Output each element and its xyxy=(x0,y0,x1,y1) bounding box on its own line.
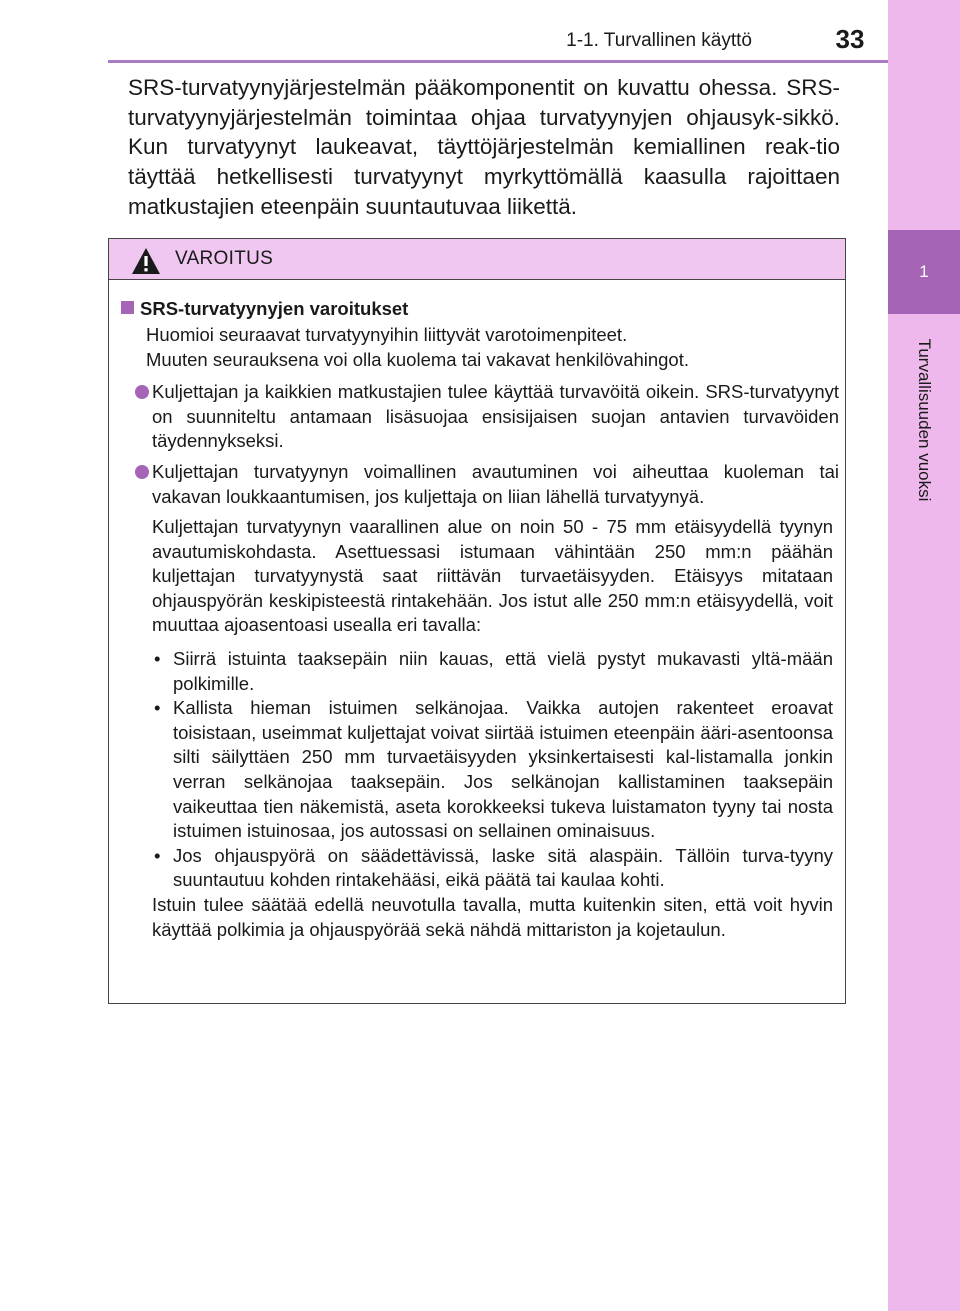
warning-label: VAROITUS xyxy=(175,248,274,269)
chapter-number: 1 xyxy=(919,262,929,281)
list-item xyxy=(152,647,833,696)
page-number: 33 xyxy=(835,24,865,54)
list-item xyxy=(152,696,833,844)
chapter-side-band xyxy=(888,0,960,1311)
purple-dot-icon xyxy=(135,385,149,399)
warning-bullet-1-text: Kuljettajan ja kaikkien matkustajien tulee käyttää turvavöitä oikein. SRS-turvatyynyt on suunniteltu antamaan lisäsuojaa ensisijaisen suojan antavien turvavöiden täydennykseksi. xyxy=(152,381,839,452)
warning-triangle-icon xyxy=(131,247,161,275)
list-item-text: Kallista hieman istuimen selkänojaa. Vaikka autojen rakenteet eroavat toisistaan, useimmat kuljettajat voivat siirtää istuimen eteenpäin ääri-asentoonsa silti säilyttäen 250 mm turvaetäisyyden yksinkertaisesti kal-listamalla jonkin verran selkänojaa taaksepäin. Jos selkänojan kallistaminen taaksepäin vaikeuttaa tien näkemistä, aseta korokkeeksi tukeva luistamaton tyyny tai nosta istuimen istuinosaa, jos autossasi on sellainen ominaisuus. xyxy=(173,697,833,842)
warning-paragraph-2: Istuin tulee säätää edellä neuvotulla tavalla, mutta kuitenkin siten, että voit hyvin käyttää polkimia ja ohjauspyörää sekä nähdä mittariston ja kojetaulun. xyxy=(152,893,833,940)
list-item-text: Siirrä istuinta taaksepäin niin kauas, että vielä pystyt mukavasti yltä-mään polkimille. xyxy=(173,648,833,694)
chapter-tab xyxy=(888,230,960,314)
warning-box xyxy=(108,238,846,1004)
list-item xyxy=(152,844,833,893)
purple-square-icon xyxy=(121,301,134,314)
warning-intro-line-2: Muuten seurauksena voi olla kuolema tai vakavat henkilövahingot. xyxy=(146,349,689,370)
intro-paragraph: SRS-turvatyynyjärjestelmän pääkomponentit on kuvattu ohessa. SRS-turvatyynyjärjestelmän toimintaa ohjaa turvatyynyjen ohjausyk-sikkö. Kun turvatyynyt laukeavat, täyttöjärjestelmän kemiallinen reak-tio täyttää hetkellisesti turvatyynyt myrkyttömällä kaasulla rajoittaen matkustajien eteenpäin suuntautuvaa liikettä. xyxy=(128,75,840,219)
list-item-text: Jos ohjauspyörä on säädettävissä, laske sitä alaspäin. Tällöin turva-tyyny suuntautuu kohden rintakehääsi, eikä päätä tai kaulaa kohti. xyxy=(173,844,833,891)
list-bullet-mark: • xyxy=(154,697,161,719)
warning-bullet-2-text: Kuljettajan turvatyynyn voimallinen avautuminen voi aiheuttaa kuoleman tai vakavan loukkaantumisen, jos kuljettaja on liian lähellä turvatyynyä. xyxy=(152,461,839,507)
chapter-title: Turvallisuuden vuoksi xyxy=(915,338,934,502)
list-bullet-mark: • xyxy=(154,844,161,866)
adjustment-list xyxy=(152,647,833,942)
purple-dot-icon xyxy=(135,465,149,479)
warning-section-title-text: SRS-turvatyynyjen varoitukset xyxy=(140,298,409,319)
warning-bullet-1 xyxy=(135,380,839,454)
warning-section-title xyxy=(121,297,408,322)
header-rule xyxy=(108,60,888,63)
warning-bullet-2 xyxy=(135,460,839,509)
warning-paragraph-1: Kuljettajan turvatyynyn vaarallinen alue on noin 50 - 75 mm etäisyydellä tyynyn avautumiskohdasta. Asettuessasi istumaan vähintään 250 mm:n päähän kuljettajan turvatyynystä saat riittävän turvaetäisyyden. Etäisyys mitataan ohjauspyörän keskipisteestä rintakehään. Jos istut alle 250 mm:n etäisyydellä, voit muuttaa ajoasentoasi usealla eri tavalla: xyxy=(152,516,833,636)
warning-header xyxy=(109,239,845,280)
list-bullet-mark: • xyxy=(154,648,161,669)
running-header: 1-1. Turvallinen käyttö xyxy=(566,30,752,51)
warning-intro-line-1: Huomioi seuraavat turvatyynyihin liittyvät varotoimenpiteet. xyxy=(146,324,628,345)
